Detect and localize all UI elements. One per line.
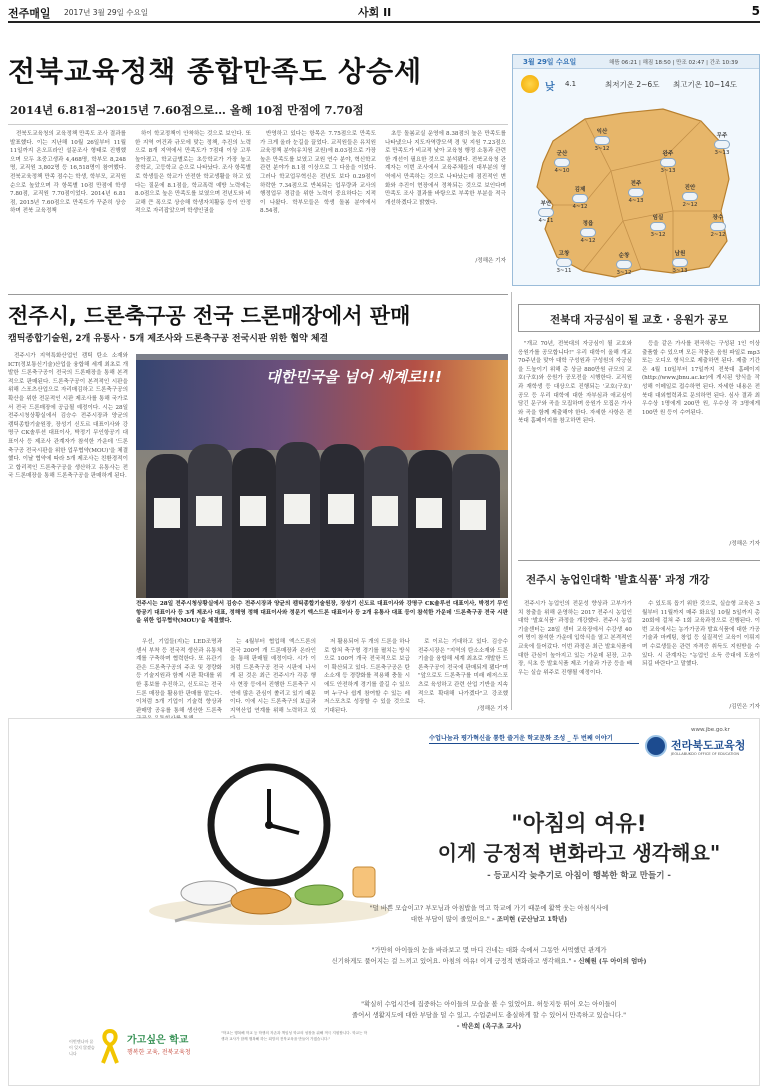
weather-region-name: 고창 — [558, 251, 570, 257]
ad-quote-1 — [229, 903, 749, 925]
ad-quote-2-text: "가만히 아이들의 눈을 바라보고 몇 마디 건네는 대화 속에서 그동안 서먹했던 관계가 — [371, 946, 607, 954]
cloud-icon — [572, 194, 588, 203]
article-drone-football — [8, 296, 508, 714]
article-3-byline: /정해은 기자 — [729, 541, 760, 547]
cloud-icon — [556, 258, 572, 267]
page-header — [8, 4, 760, 20]
ad-url: www.jbe.go.kr — [691, 727, 730, 733]
weather-forecast-value: 4.1 — [565, 80, 577, 88]
cloud-icon — [554, 158, 570, 167]
article-3-col-2: 등을 같은 가사를 편곡하는 구성된 1인 이상 출품할 수 있으며 모든 작품은 음원 파일로 mp3 또는 오디오 형식으로 제출하면 된다. 제출 기간은 4월 10일부터 17일까지 전북대 홈페이지(http://www.jbnu.ac.kr)에 게시된 양식을 작성해 이메일로 접수하면 된다. 자세한 내용은 전북대 대외협력과로 문의하면 된다. 심사 결과 최우수상 1명에게 200만 원, 우수상 각 3명에게 100만 원 등이 수여된다. — [642, 341, 760, 416]
ad-logo-block — [645, 727, 755, 763]
photo-people-group — [136, 414, 508, 598]
side-dish-icon — [295, 885, 343, 905]
column-divider — [511, 292, 512, 710]
cup-icon — [353, 867, 375, 897]
article-1-col-2: 하이 학교정책이 안착하는 것으로 보인다. 또한 지역 여건과 규모에 맞는 정책, 추진의 노력으로 8개 지역에서 만족도가 7점대 이상 고루 높아졌고, 학교급별로는 초등학교가 가장 높고 중학교, 고등학교 순으로 나타났다. 조사 항목별로 학생들은 학교가 안전한 학교생활을 하고 있다는 질문에 8.1점을, 학교폭력 예방 노력에는 8.0점으로 높은 만족도를 보였으며 전년도와 비교해 큰 폭으로 상승해 학생자치활동 등이 안정적으로 자리잡았으며 학생인권을 — [135, 131, 251, 215]
weather-region — [705, 131, 739, 161]
cloud-icon — [710, 222, 726, 231]
ad-quote-1-text-2: 대한 부담이 많이 줄었어요." - 조미현 (군산남고 1학년) — [410, 915, 568, 923]
cloud-icon — [594, 136, 610, 145]
weather-region-name: 순창 — [618, 253, 630, 259]
weather-region-temp: 4~13 — [628, 198, 644, 204]
weather-region-name: 전주 — [630, 181, 642, 187]
weather-region — [651, 149, 685, 179]
weather-region-temp: 3~13 — [672, 268, 688, 274]
article-education-survey — [8, 28, 508, 290]
article-1-col-3: 반영하고 있다는 항목은 7.75점으로 만족도가 크게 올라 눈길을 끌었다. 교직원들은 유치원 교육정책 분야(유치원 교원)에 8.03점으로 가장 높은 만족도를 보였고 교원 연수 분야, 혁신학교 관련 분야가 8.1점 이상으로 그 다음을 이었다. 그러나 학교업무혁신은 전년도 보다 0.29점이 하락한 7.34점으로 반복되는 업무량과 교사의 행정업무 경감을 위한 노력이 중요하다는 지적이 나왔다. 학부모들은 학생 돌봄 분야에서 8.54점, — [260, 131, 376, 215]
cloud-icon — [650, 222, 666, 231]
article-2-subhead: 캠틱종합기술원, 2개 유통사 · 5개 제조사와 드론축구공 전국시판 위한 협약 체결 — [8, 334, 329, 344]
ad-quote-1-text: "덜 바쁜 모습이고? 부모님과 아침밥을 먹고 학교에 가기 때문에 활짝 웃는 아침식사에 — [369, 904, 609, 912]
section-name: 사회 II — [358, 6, 392, 19]
weather-region — [585, 127, 619, 157]
article-2-col-3: 는 4월부터 협업해 엑스드론의 전국 200여 개 드론매장과 온라인을 통해 판매될 예정이다. 시가 이처럼 드론축구공 전국 시판에 나서게 된 것은 최근 전주시가 각종 행사 현장 등에서 진행한 드론축구 시연에 많은 관심이 쏠리고 있기 때문이다. 이에 시는 드론축구의 보급과 지역산업 연계를 위해 노력하고 있 — [230, 639, 316, 714]
weather-region-name: 김제 — [574, 187, 586, 193]
article-2-col-4: 저 활용되어 두 개의 드론을 하나로 합쳐 축구형 경기를 펼치는 방식으로 100여 개국 전국적으로 보급이 확산되고 있다. 드론축구공은 탄소소재 등 경량화를 적용해 충돌 시에도 안전하게 경기를 즐길 수 있으며 누구나 쉽게 참여할 수 있는 레저스포츠로 성장할 수 있을 것으로 기대된다. — [324, 639, 410, 714]
ad-quote-2-author: - 신혜원 (두 아이의 엄마) — [573, 957, 647, 965]
weather-region — [663, 249, 697, 279]
ad-quote-3-text: "확실히 수업시간에 집중하는 아이들의 모습을 볼 수 있었어요. 허둥지둥 뛰어 오는 아이들이 — [361, 1000, 617, 1008]
weather-region — [529, 199, 563, 229]
ad-headline-2: 이게 긍정적 변화라고 생각해요" — [437, 841, 721, 865]
weather-region-list — [523, 101, 751, 281]
ad-quote-2 — [229, 945, 749, 967]
weather-max-temp: 최고기온 10~14도 — [673, 80, 737, 89]
weather-region-temp: 2~12 — [682, 202, 698, 208]
article-2-byline: /정해은 기자 — [477, 706, 508, 712]
cloud-icon — [660, 158, 676, 167]
rice-bowl-icon — [181, 881, 237, 905]
weather-region-temp: 4~12 — [580, 238, 596, 244]
article-4-top-rule — [518, 560, 760, 561]
article-agri-college — [518, 566, 760, 714]
ad-slogan-main: 가고싶은 학교 — [127, 1035, 189, 1046]
weather-region-temp: 4~12 — [572, 204, 588, 210]
cloud-icon — [628, 188, 644, 197]
weather-date: 3월 29일 수요일 — [523, 58, 577, 66]
weather-details: 해뜸 06:21 | 해짐 18:50 | 만조 02:47 | 간조 10:39 — [609, 60, 738, 66]
weather-region-name: 부안 — [540, 201, 552, 207]
weather-region-name: 남원 — [674, 251, 686, 257]
weather-region-temp: 4~10 — [554, 168, 570, 174]
paper-name: 전주매일 — [8, 7, 51, 20]
weather-region-name: 진안 — [684, 185, 696, 191]
photo-caption: 전주시는 28일 전주시청상황실에서 김승수 전주시장과 양균의 캠틱종합기술원장, 장성기 신도르 대표이사와 강명구 CK솔루션 대표이사, 박정기 무인항공기 대표이사 등 3개 제조사 대표, 정해영 정해 대표이사와 정문기 엑스드론 대표이사 등 2개 유통사 대표 등이 참석한 가운데 '드론축구공 전국 시판을 위한 업무협약(MOU)'을 체결했다. — [136, 601, 508, 625]
cloud-icon — [682, 192, 698, 201]
weather-region-temp: 3~12 — [616, 270, 632, 276]
weather-region-temp: 3~13 — [660, 168, 676, 174]
ad-subtitle: - 등교시각 늦추기로 아침이 행복한 학교 만들기 - — [487, 871, 671, 881]
yellow-ribbon-icon — [99, 1029, 121, 1065]
weather-region-temp: 3~11 — [556, 268, 572, 274]
article-4-col-1: 전주시가 농업인의 전문성 향상과 고부가가치 창출을 위해 운영하는 2017 전주시 농업인대학 '발효식품' 과정을 개강했다. 전주시 농업기술센터는 28일 센터 교육장에서 수강생 40여 명이 참석한 가운데 입학식을 열고 본격적인 교육에 들어갔다. 이번 과정은 최근 발효식품에 대한 관심이 높아지고 있는 가운데 된장, 고추장, 식초 등 발효식품 제조 기술과 가공 등을 배우는 실습 위주로 진행될 예정이다. — [518, 601, 632, 676]
weather-region — [545, 149, 579, 179]
article-4-byline: /김민은 기자 — [729, 704, 760, 710]
weather-region — [547, 249, 581, 279]
article-1-col-4: 초등 돌봄교실 운영에 8.38점의 높은 만족도를 나타냈으나 지도자역량모색 경 및 지원 7.23점으로 만족도가 비교적 낮아 교육청 행정 소통과 관련한 개선이 필요한 것으로 분석됐다. 전북교육청 관계자는 이번 조사에서 교육주체들의 대부분의 영역에서 만족하는 것으로 나타났는데 점진적인 변화와 추진이 현장에서 정착되는 것으로 보인다며 만족도 조사 결과를 바탕으로 부족한 부분을 적극 개선하겠다고 밝혔다. — [385, 131, 506, 206]
education-office-ad — [8, 718, 760, 1086]
ad-slogan-sub: 행복한 교육, 전북교육청 — [127, 1049, 191, 1056]
article-2-top-rule — [8, 294, 508, 295]
ad-quote-3-text-2: 줄어서 생활지도에 대한 부담을 덜 수 있고, 수업준비도 충실하게 할 수 있어서 만족하고 있습니다." — [351, 1011, 627, 1019]
ad-footnote: "학교는 행복해 학교 등 학생의 자존과 책임성 학교의 성장을 위해 적극 지원합니다. 학교는 학생과 교사가 함께 행복해 하는 희망의 전북교육을 만들어 가겠습니다." — [221, 1031, 368, 1041]
education-office-logo-icon — [645, 735, 667, 757]
article-1-headline: 전북교육정책 종합만족도 상승세 — [8, 55, 423, 88]
weather-region-temp: 3~12 — [650, 232, 666, 238]
cloud-icon — [714, 140, 730, 149]
weather-region-temp: 3~12 — [594, 146, 610, 152]
weather-sun-icon — [521, 75, 539, 93]
ad-top-line — [429, 743, 639, 744]
weather-region — [641, 213, 675, 243]
article-3-col-1: "개교 70년, 전북대의 자긍심이 될 교호와 응원가를 공모합니다!" 우리 대학이 올해 개교 70주년을 맞아 대학 구성원과 구성원의 자긍심을 드높이기 위해 총 상금 880만원 규모의 교호(구호)와 응원가 공모전을 시행한다. 교직원과 재학생 등 대상으로 진행되는 '교호(구호)' 공모 등 우리 대학에 대한 자부심과 애교심이 담긴 문구와 곡을 모집하며 응원가 모집은 가사와 곡을 함께 제출해야 한다. 자세한 사항은 전북대 홈페이지를 참고하면 된다. — [518, 341, 632, 425]
weather-summary — [521, 75, 751, 97]
weather-region-name: 무주 — [716, 133, 728, 139]
weather-region-name: 정읍 — [582, 221, 594, 227]
weather-region-name: 익산 — [596, 129, 608, 135]
article-1-col-1: 전북도교육청의 교육정책 만족도 조사 결과를 발표했다. 이는 지난해 10월 26일부터 11월 11일까지 온오프라인 설문조사 형태로 진행했으며 모두 초중고생과 4,468명, 학부모 8,248명, 교직원 3,802명 등 16,518명이 참여했다. 전북교육정책 만족 점수는 학생, 학부모, 교직원 순으로 높았으며 각 항목별 10점 만점에 학생 7.80점, 교직원 7.70점이었다. 2014년 6.81점, 2015년 7.60점으로 만족도가 꾸준히 상승하며 전북 교육정책 — [10, 131, 126, 215]
article-4-headline: 전주시 농업인대학 '발효식품' 과정 개강 — [526, 574, 710, 586]
weather-region-name: 임실 — [652, 215, 664, 221]
ad-quote-1-author: - 조미현 (군산남고 1학년) — [491, 915, 568, 923]
ad-org-english: JEOLLABUKDO OFFICE OF EDUCATION — [671, 752, 740, 756]
weather-min-temp: 최저기온 2~6도 — [605, 80, 660, 89]
weather-region — [673, 183, 707, 213]
page-number: 5 — [751, 4, 760, 18]
ad-top-tagline: 수업나눔과 평가혁신을 통한 즐거운 학교문화 조성 _ 두 번째 이야기 — [429, 735, 613, 742]
article-jbnu-contest — [518, 304, 760, 556]
ad-bottom-left — [69, 1025, 369, 1083]
weather-title-bar — [513, 55, 759, 69]
weather-region — [701, 213, 735, 243]
weather-region-temp: 4~11 — [538, 218, 554, 224]
weather-region-name: 군산 — [556, 151, 568, 157]
cloud-icon — [538, 208, 554, 217]
weather-region-temp: 3~13 — [714, 150, 730, 156]
ad-ribbon-caption: 이번엔나마 뭍이 잊지 않겠습니다 — [69, 1039, 95, 1056]
photo-banner-text: 대한민국을 넘어 세계로!!! — [266, 368, 442, 386]
weather-region — [571, 219, 605, 249]
article-2-col-5: 로 이르는 기대하고 있다. 김승수 전주시장은 "지역의 탄소소재와 드론기술을 융합해 세계 최초로 개발한 드론축구공이 전국에 판매되게 됐다"며 "앞으로도 드론축구를 미래 레저스포츠로 육성하고 관련 산업 기반을 지속적으로 확대해 나가겠다"고 강조했다. — [418, 639, 508, 706]
article-1-byline: /정해은 기자 — [475, 258, 506, 264]
weather-region-name: 장수 — [712, 215, 724, 221]
ad-org-name: 전라북도교육청 — [671, 739, 746, 752]
article-2-col-2: 우선, 기업들(지)는 LED조명과 센서 부착 등 전국적 생산과 유통체계를 구축하며 협력한다. 또 유관기관은 드론축구공의 주조 및 경량화 등 기술지원과 함께 시판 확대를 위한 홍보를 추진하고, 신도르는 전국 드론 매장을 활용한 판매를 맡는다. 이처럼 5개 기업이 기술력 향상과 판매망 공유를 통해 생산한 드론축 — [136, 639, 222, 714]
article-4-col-2: 수 있도록 돕기 위한 것으로, 실습형 교육은 3월부터 11월까지 매주 화요일 10월 5일까지 총 20회에 걸쳐 주 1회 교육과정으로 진행된다. 이번 교육에서는 농가가공과 발효식품에 대한 가공 기술과 마케팅, 창업 등 실질적인 교육이 이뤄지며 수료생들은 관련 자격증 취득도 지원받을 수 있다. 시 관계자는 "농업인 소득 증대에 도움이 되길 바란다"고 말했다. — [642, 601, 760, 668]
weather-am-label: 낮 — [545, 82, 555, 93]
mou-ceremony-photo — [136, 354, 508, 598]
weather-region — [563, 185, 597, 215]
ad-quote-3-author: - 박은희 (옥구초 교사) — [456, 1022, 522, 1030]
weather-region — [619, 179, 653, 209]
article-1-divider — [8, 124, 508, 125]
article-1-subhead: 2014년 6.81점→2015년 7.60점으로… 올해 10점 만점에 7.70점 — [10, 103, 364, 117]
weather-box — [512, 54, 760, 286]
ad-headline-1: "아침의 여유! — [511, 812, 647, 837]
article-2-left-column: 전주시가 지역특화산업인 캠틱 탄소 소재와 ICT(정보통신기술)산업을 융합해 세계 최초로 개발한 드론축구공이 전국의 드론매장을 통해 본격적으로 판매된다. 드론축구공이 본격적인 시판을 위해 스포츠산업으로 자리매김하고 드론축구공의 확산을 위한 전문적인 시판 제조사를 통해 국가로서 전국 드론매장에 공급될 예정이다. 시는 28일 전주시청상황실에서 김승수 전주시장과 양균의 캠틱종합기술원장, 장성기 신도르 대표이사와 강명구 CK솔루션 대표이사, 박정기 무인항공기 대표이사 등 제조사 관계자가 참석한 가운데 '드론축구공 전국시판을 위한 업무협약(MOU)'을 체결했다. 이날 협약에 따라 5개 제조사는 친환경적이고 합리적인 드론축구공을 생산하고 유통사는 전국 드론매장을 통해 드론축구공을 판매하게 된다. — [8, 353, 128, 480]
cloud-icon — [580, 228, 596, 237]
issue-date: 2017년 3월 29일 수요일 — [64, 8, 149, 17]
ad-quote-2-text-2: 신기하게도 풀어지는 걸 느끼고 있어요. 아침의 여유! 이게 긍정적 변화라고 생각해요." - 신혜원 (두 아이의 엄마) — [331, 957, 647, 965]
header-rule — [8, 21, 760, 23]
weather-region-name: 완주 — [662, 151, 674, 157]
cloud-icon — [616, 260, 632, 269]
article-2-headline: 전주시, 드론축구공 전국 드론매장에서 판매 — [8, 304, 411, 328]
weather-region-temp: 2~12 — [710, 232, 726, 238]
article-3-headline: 전북대 자긍심이 될 교호 · 응원가 공모 — [518, 304, 760, 332]
cloud-icon — [672, 258, 688, 267]
weather-region — [607, 251, 641, 281]
